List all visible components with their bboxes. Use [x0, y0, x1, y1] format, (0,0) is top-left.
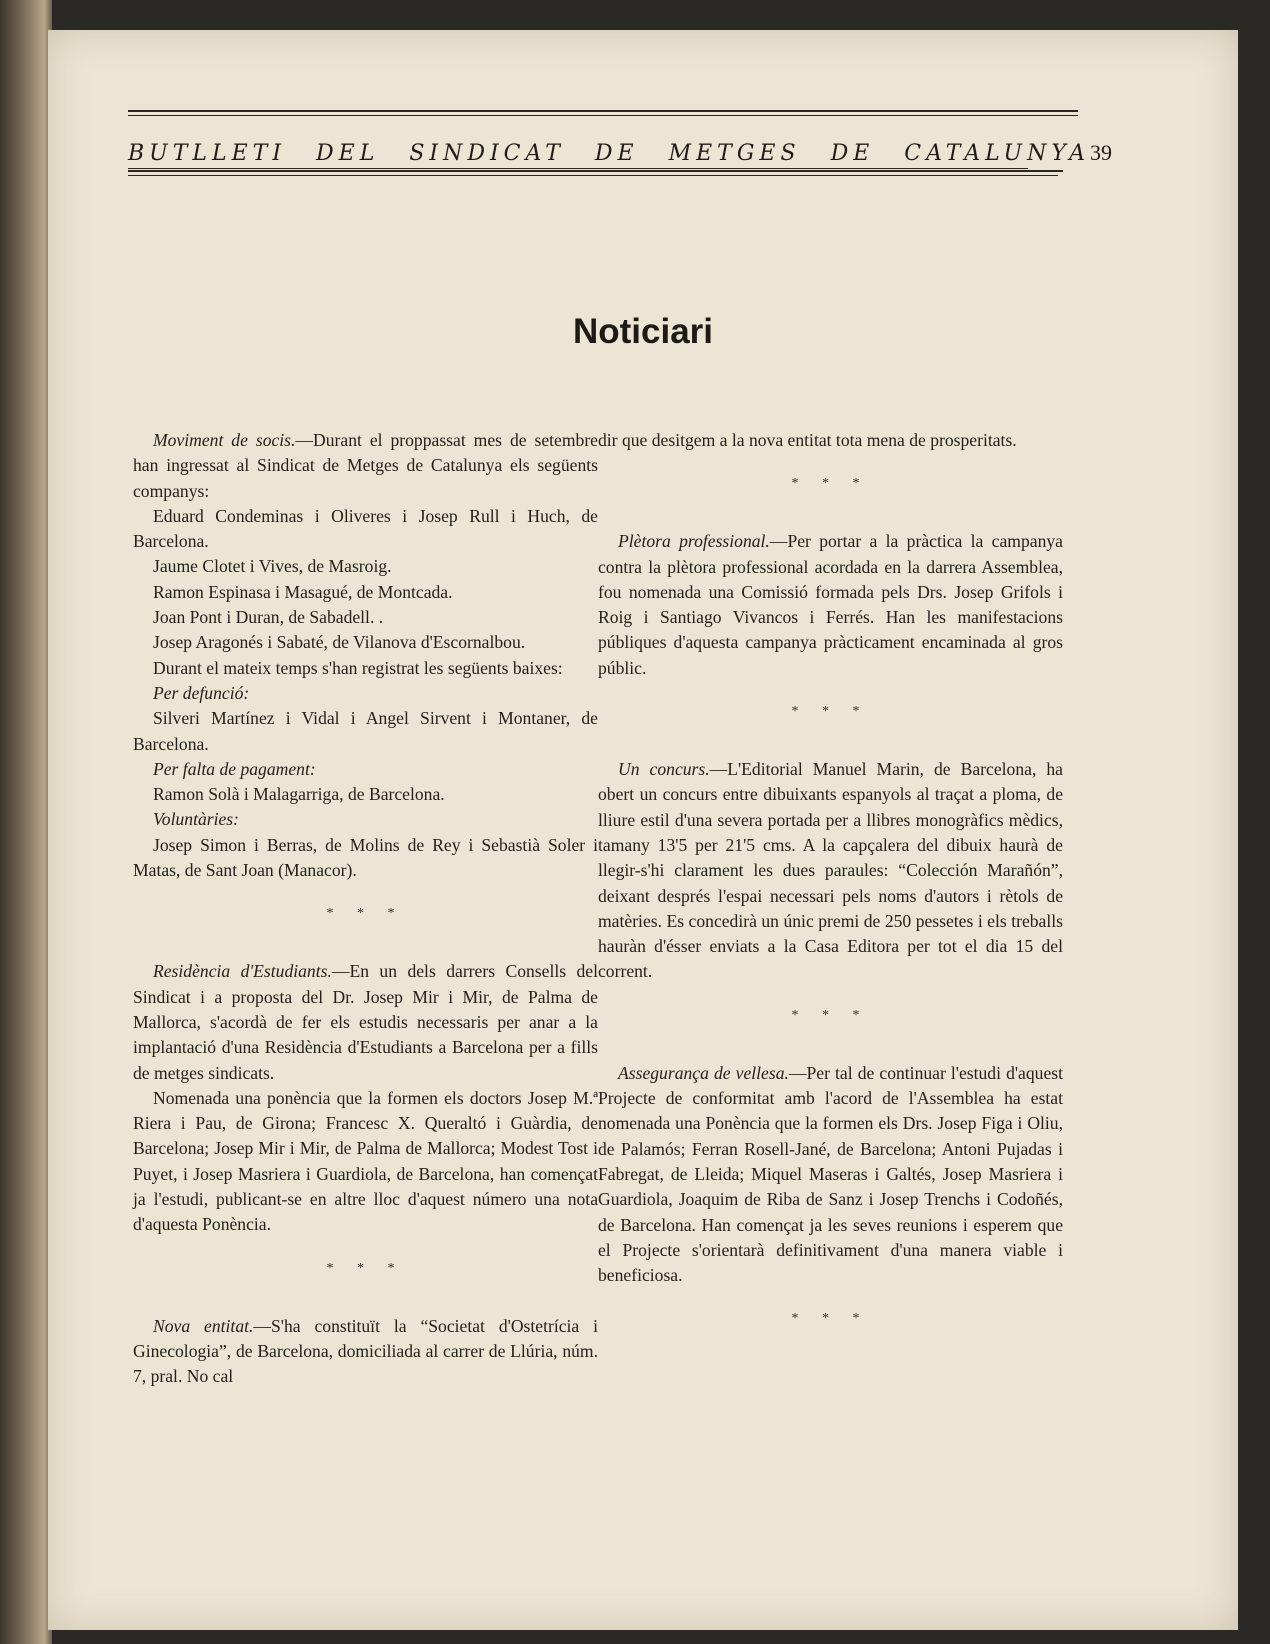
section-divider: * * *	[791, 704, 870, 720]
pletora-text: Plètora professional.—Per portar a la pràctica la campanya contra la plètora professional acordada en la darrera Assemblea, fou nomenada una Comissió formada pels Drs. Josep Grifols i Roig i Santiago Vivancos i Ferrés. Han les manifestacions públiques d'aquesta campanya pràcticament encaminada al gros públic.	[598, 531, 1063, 678]
falta-text: Ramon Solà i Malagarriga, de Barcelona.	[153, 784, 445, 805]
section-divider: * * *	[326, 906, 405, 922]
list-item: Ramon Espinasa i Masagué, de Montcada.	[153, 581, 453, 602]
falta-label: Per falta de pagament:	[153, 758, 316, 779]
list-item: Josep Aragonés i Sabaté, de Vilanova d'Escornalbou.	[153, 632, 526, 653]
header-rule-top-thin	[128, 115, 1078, 116]
article-lead: Moviment de socis.	[153, 430, 296, 450]
section-divider: * * *	[326, 1260, 405, 1276]
header-rule-bottom-thin	[128, 175, 1058, 176]
list-item: Eduard Condeminas i Oliveres i Josep Rull i Huch, de Barcelona.	[133, 505, 598, 552]
article-lead: Plètora professional.	[618, 531, 770, 552]
journal-title	[128, 141, 1090, 166]
section-title: Noticiari	[572, 312, 714, 351]
defuncio-text: Silveri Martínez i Vidal i Angel Sirvent i Montaner, de Barcelona.	[133, 708, 598, 754]
baixes-intro: Durant el mateix temps s'han registrat les següents baixes:	[153, 657, 563, 678]
title-word: CATALUNYA	[904, 141, 1091, 166]
nova-entitat-text: Nova entitat.—S'ha constituït la “Societat d'Ostetrícia i Ginecologia”, de Barcelona, domiciliada al carrer de Llúria, núm. 7, pral. No cal	[133, 1315, 599, 1387]
header-underline	[128, 168, 1028, 169]
article-lead: Un concurs.	[618, 759, 710, 780]
running-header	[128, 108, 1113, 178]
article-lead: Residència d'Estudiants.	[153, 961, 332, 982]
header-rule-top	[128, 110, 1078, 112]
defuncio-label: Per defunció:	[153, 682, 250, 703]
title-word: BUTLLETI	[128, 141, 287, 166]
book-spine	[0, 0, 52, 1644]
section-divider: * * *	[791, 1007, 870, 1023]
moviment-intro: Moviment de socis.—Durant el proppassat mes de setembre han ingressat al Sindicat de Metges de Catalunya els següents companys:	[133, 430, 598, 501]
journal-page	[48, 30, 1238, 1630]
nova-entitat-continued: dir que desitgem a la nova entitat tota mena de prosperitats.	[598, 430, 1017, 450]
title-word: SINDICAT	[409, 141, 565, 166]
section-divider: * * *	[791, 476, 870, 492]
list-item: Joan Pont i Duran, de Sabadell. .	[153, 607, 384, 628]
page-number: 39	[1090, 140, 1113, 165]
article-lead: Nova entitat.	[153, 1315, 254, 1336]
header-rule-bottom	[128, 170, 1063, 172]
title-word: METGES	[668, 141, 801, 166]
title-word: DEL	[316, 141, 380, 166]
residencia-p1: Residència d'Estudiants.—En un dels darrers Consells del Sindicat i a proposta del Dr. Josep Mir i Mir, de Palma de Mallorca, s'acordà de fer els estudis necessaris per anar a la implantació d'una Residència d'Estudiants a Barcelona per a fills de metges sindicats.	[133, 961, 598, 1083]
section-divider: * * *	[791, 1311, 870, 1327]
title-word: DE	[830, 141, 875, 166]
concurs-text: Un concurs.—L'Editorial Manuel Marin, de Barcelona, ha obert un concurs entre dibuixants espanyols al traçat a ploma, de lliure estil d'una severa portada per a llibres monogràfics mèdics, tamany 13'5 per 21'5 cms. A la capçalera del dibuix haurà de llegir-s'hi clarament les dues paraules: “Colección Marañón”, deixant després l'espai necessari pels noms d'autors i rètols de matèries. Es concedirà un únic premi de 250 pessetes i els treballs hauràn d'ésser enviats a la Casa Editora per tot el dia 15 del corrent.	[598, 759, 1063, 982]
left-column	[133, 428, 598, 1390]
list-item: Jaume Clotet i Vives, de Masroig.	[153, 556, 392, 577]
title-word: DE	[594, 141, 639, 166]
article-lead: Assegurança de vellesa.	[618, 1062, 789, 1083]
right-column	[598, 428, 1063, 1364]
voluntaries-text: Josep Simon i Berras, de Molins de Rey i Sebastià Soler i Matas, de Sant Joan (Manacor).	[133, 834, 598, 881]
asseguranca-text: Assegurança de vellesa.—Per tal de continuar l'estudi d'aquest Projecte de conformitat amb l'acord de l'Assemblea ha estat nomenada una Ponència que la formen els Drs. Josep Figa i Oliu, de Palamós; Ferran Rosell-Jané, de Barcelona; Antoni Pujadas i Fabregat, de Lleida; Miquel Maseras i Galtés, Josep Masriera i Guardiola, Joaquim de Riba de Sanz i Josep Trenchs i Codoñés, de Barcelona. Han començat ja les seves reunions i esperem que el Projecte s'orientarà definitivament d'una manera viable i beneficiosa.	[598, 1062, 1063, 1286]
voluntaries-label: Voluntàries:	[153, 809, 240, 830]
residencia-p2: Nomenada una ponència que la formen els doctors Josep M.ª Riera i Pau, de Girona; Francesc X. Queraltó i Guàrdia, de Barcelona; Josep Mir i Mir, de Palma de Mallorca; Modest Tost i Puyet, i Josep Masriera i Guardiola, de Barcelona, han començat ja l'estudi, publicant-se en altre lloc d'aquest número una nota d'aquesta Ponència.	[133, 1087, 598, 1235]
